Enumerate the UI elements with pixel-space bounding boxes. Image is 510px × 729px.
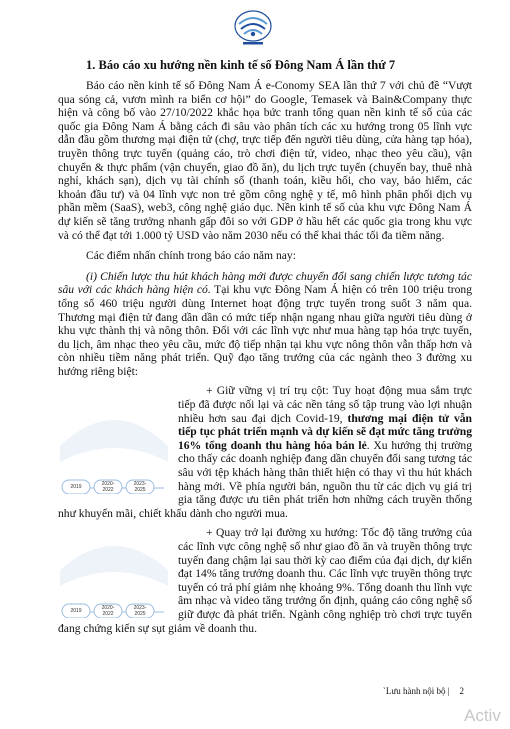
timeline-label-2020: 2020- (101, 605, 115, 612)
timeline-label-2025: 2025 (134, 610, 146, 617)
timeline-label-2022: 2022 (102, 486, 114, 493)
trend-timeline-figure-2 (58, 526, 170, 618)
page-number: 2 (459, 686, 464, 696)
paragraph-intro: Báo cáo nền kinh tế số Đông Nam Á e-Conomy SEA lần thứ 7 với chủ đề “Vượt qua sóng cả, vươn mình ra biển cơ hội” do Google, Temasek và Bain&Company thực hiện và công bố vào 27/10/2022 khắc họa bức tranh tổng quan nền kinh tế số của các quốc gia Đông Nam Á bằng cách đi sâu vào phân tích các xu hướng trong 05 lĩnh vực dẫn đầu gồm thương mại điện tử (chợ, trực tiếp đến người tiêu dùng, cửa hàng tạp hóa), truyền thông trực tuyến (quảng cáo, trò chơi điện tử, video, nhạc theo yêu cầu), vận chuyển & thực phẩm (vận chuyển, giao đồ ăn), du lịch trực tuyến (chuyến bay, thuê nhà nghỉ, khách sạn), dịch vụ tài chính số (thanh toán, kiều hối, cho vay, bảo hiểm, các khoản đầu tư) và 04 lĩnh vực non trẻ gồm công nghệ y tế, mô hình phân phối dịch vụ phần mềm (SaaS), web3, công nghệ giáo dục. Nền kinh tế số của khu vực Đông Nam Á dự kiến sẽ tăng trưởng nhanh gấp đôi so với GDP ở hầu hết các quốc gia trong khu vực và có thể đạt tới 1.000 tỷ USD vào năm 2030 nếu có thể khai thác tối đa tiềm năng. (58, 79, 472, 242)
trend-1-text-b: . Xu hướng thị trường cho thấy các doanh nghiệp đang dần chuyển đổi sang tương tác sâu với tệp khách hàng thân thiết hiện có thay vì thu hút khách hàng mới. Về phía người bán, nguồn thu từ các dịch vụ giá trị gia tăng được ưu tiên phát triển hơn những cách truyền thống như khuyến mãi, chiết khấu dành cho người mua. (58, 438, 472, 520)
trend-1-highlight: thương mại điện tử vẫn tiếp tục phát triển mạnh và dự kiến sẽ đạt mức tăng trưởng 16% tổng doanh thu hàng hóa bán lẻ (178, 411, 472, 452)
activation-watermark: Activ (464, 706, 501, 725)
paragraph-point-1 (58, 270, 472, 379)
point-1-text: Tại khu vực Đông Nam Á hiện có trên 100 triệu trong tổng số 460 triệu người dùng Internet hoạt động trực tuyến trong suốt 3 năm qua. Thương mại điện tử đang dần dần có mức tiếp nhận ngang nhau giữa người tiêu dùng ở khu vực thành thị và nông thôn. Đối với các lĩnh vực như mua hàng tạp hóa trực tuyến, du lịch, âm nhạc theo yêu cầu, mức độ tiếp nhận tại khu vực nông thôn vẫn thấp hơn và còn nhiều tiềm năng phát triển. Quỹ đạo tăng trưởng của các ngành theo 3 đường xu hướng riêng biệt: (58, 283, 472, 378)
timeline-label-2019: 2019 (70, 608, 82, 615)
trend-timeline-figure-1 (58, 384, 170, 494)
document-body (58, 58, 472, 635)
organization-logo (230, 8, 276, 48)
timeline-label-2020: 2020- (101, 481, 115, 488)
timeline-label-2023: 2023- (133, 605, 147, 612)
timeline-label-2019: 2019 (70, 484, 82, 491)
paragraph-trend-2: + Quay trở lại đường xu hướng: Tốc độ tăng trưởng của các lĩnh vực công nghệ số như giao đồ ăn và truyền thông trực tuyến đang chậm lại sau thời kỳ cao điểm của đại dịch, dự kiến đạt 14% tăng trưởng doanh thu. Các lĩnh vực truyền thông trực tuyến có trả phí giảm nhẹ khoảng 9%. Tổng doanh thu lĩnh vực âm nhạc và video tăng trưởng ổn định, quảng cáo công nghệ số giữ được đà phát triển. Ngành công nghiệp trò chơi trực tuyến đang chứng kiến sự sụt giảm về doanh thu. (58, 526, 472, 635)
timeline-label-2022: 2022 (102, 610, 114, 617)
section-heading: 1. Báo cáo xu hướng nền kinh tế số Đông Nam Á lần thứ 7 (86, 58, 396, 72)
timeline-label-2023: 2023- (133, 481, 147, 488)
footer-note: `Lưu hành nội bộ | (382, 686, 450, 696)
paragraph-highlights-lead: Các điểm nhấn chính trong báo cáo năm nay: (86, 249, 296, 263)
trend-1-text-a: + Giữ vững vị trí trụ cột: Tuy hoạt động mua sắm trực tiếp đã được nối lại và các nền tảng số tập trung vào lợi nhuận nhiều hơn sau đại dịch Covid-19, (178, 384, 472, 425)
page-footer (383, 686, 464, 696)
timeline-label-2025: 2025 (134, 486, 146, 493)
point-1-title: (i) Chiến lược thu hút khách hàng mới được chuyển đổi sang chiến lược tương tác sâu với các khách hàng hiện có. (58, 269, 472, 297)
